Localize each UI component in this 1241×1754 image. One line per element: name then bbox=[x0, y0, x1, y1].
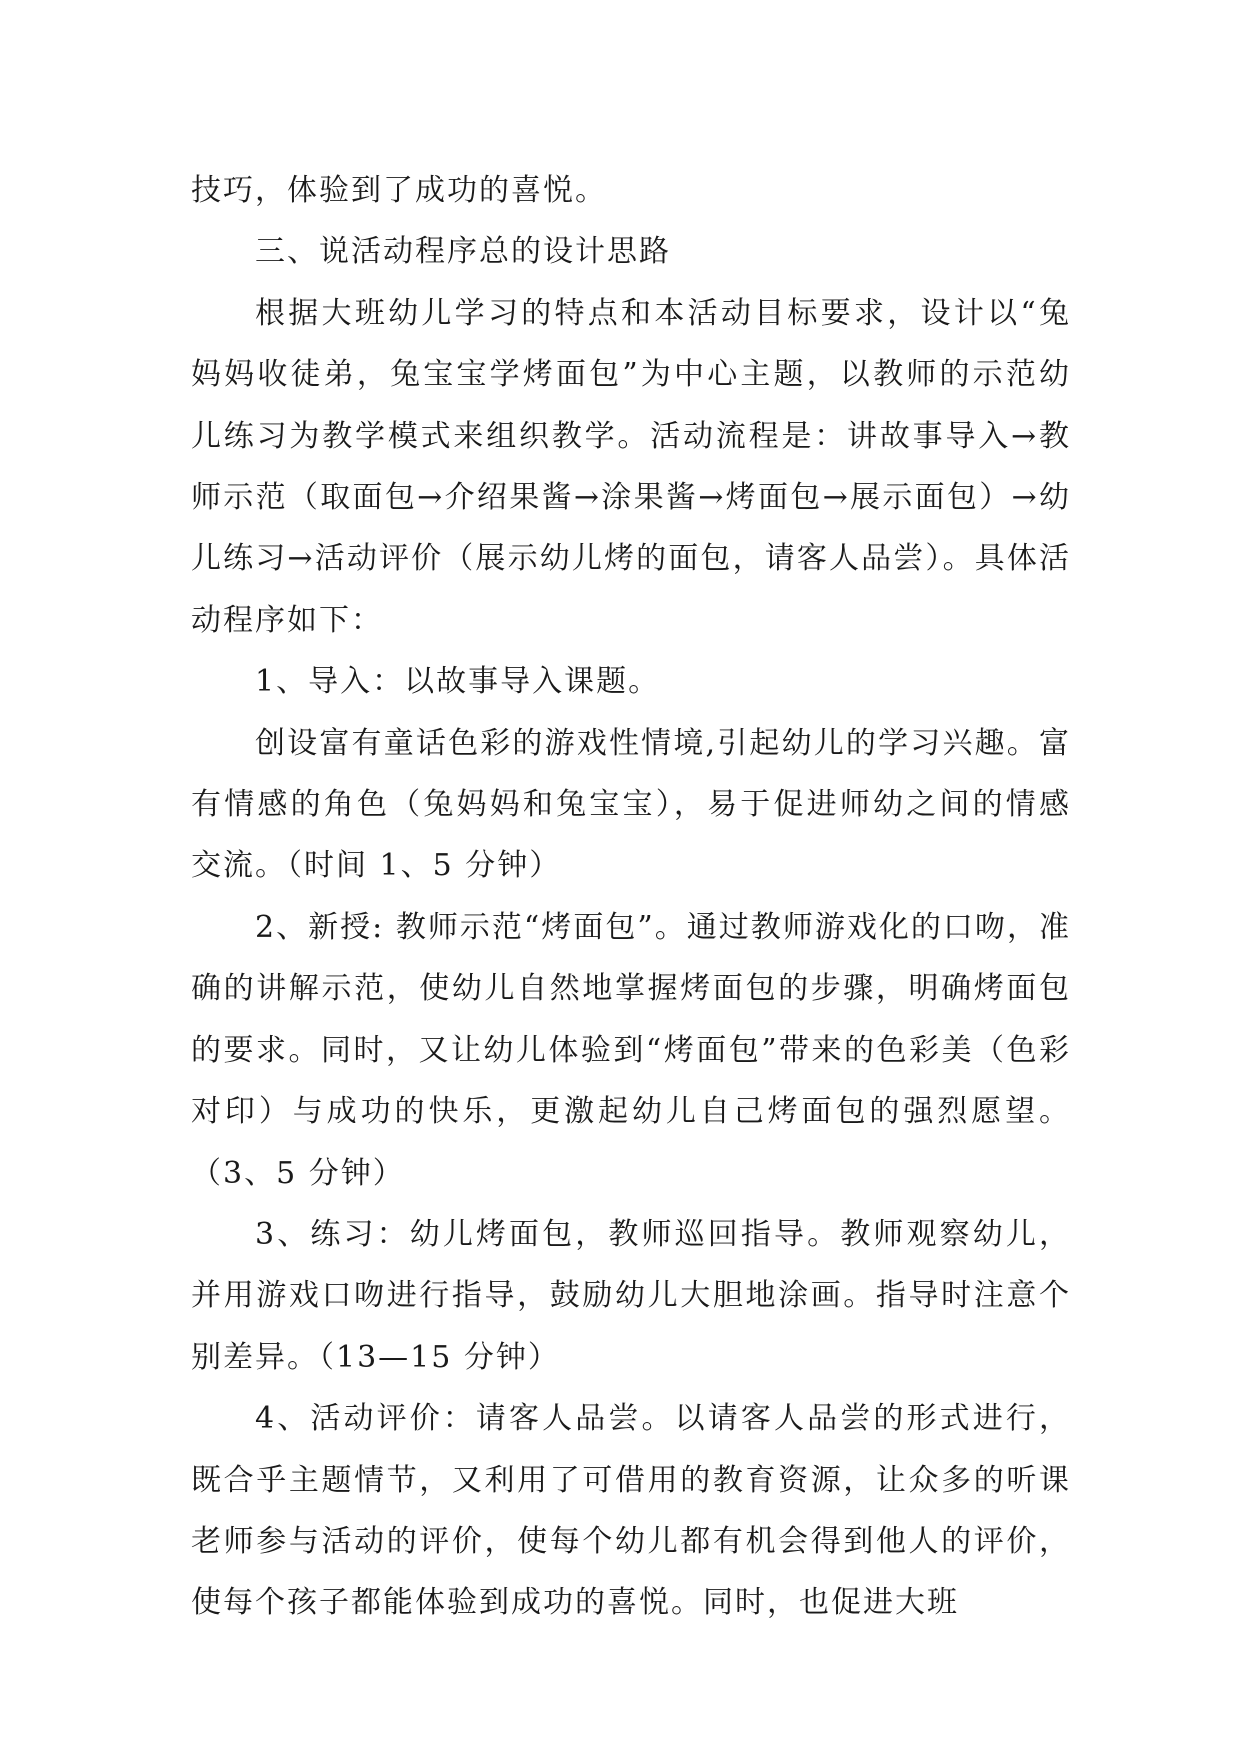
paragraph-intro-detail: 创设富有童话色彩的游戏性情境,引起幼儿的学习兴趣。富有情感的角色（兔妈妈和兔宝宝），易于促进师幼之间的情感交流。（时间 1、5 分钟） bbox=[191, 725, 1071, 884]
step-heading-intro: 1、导入：以故事导入课题。 bbox=[255, 664, 661, 700]
paragraph-new-teaching: 2、新授: 教师示范“烤面包”。通过教师游戏化的口吻，准确的讲解示范，使幼儿自然地掌握烤面包的步骤，明确烤面包的要求。同时，又让幼儿体验到“烤面包”带来的色彩美（色彩对印）与成功的快乐，更激起幼儿自己烤面包的强烈愿望。（3、5 分钟） bbox=[191, 909, 1071, 1191]
paragraph-evaluation: 4、活动评价：请客人品尝。以请客人品尝的形式进行，既合乎主题情节，又利用了可借用的教育资源，让众多的听课老师参与活动的评价，使每个幼儿都有机会得到他人的评价，使每个孩子都能体验到成功的喜悦。同时，也促进大班 bbox=[191, 1401, 1071, 1621]
paragraph-design-overview: 根据大班幼儿学习的特点和本活动目标要求，设计以“兔妈妈收徒弟，兔宝宝学烤面包”为中心主题，以教师的示范幼儿练习为教学模式来组织教学。活动流程是：讲故事导入→教师示范（取面包→介绍果酱→涂果酱→烤面包→展示面包）→幼儿练习→活动评价（展示幼儿烤的面包，请客人品尝）。具体活动程序如下： bbox=[191, 295, 1071, 638]
section-heading: 三、说活动程序总的设计思路 bbox=[255, 234, 671, 270]
document-body bbox=[191, 160, 1071, 1634]
paragraph-continuation: 技巧，体验到了成功的喜悦。 bbox=[191, 173, 607, 208]
paragraph-practice: 3、练习：幼儿烤面包，教师巡回指导。教师观察幼儿，并用游戏口吻进行指导，鼓励幼儿大胆地涂画。指导时注意个别差异。（13—15 分钟） bbox=[191, 1216, 1071, 1375]
